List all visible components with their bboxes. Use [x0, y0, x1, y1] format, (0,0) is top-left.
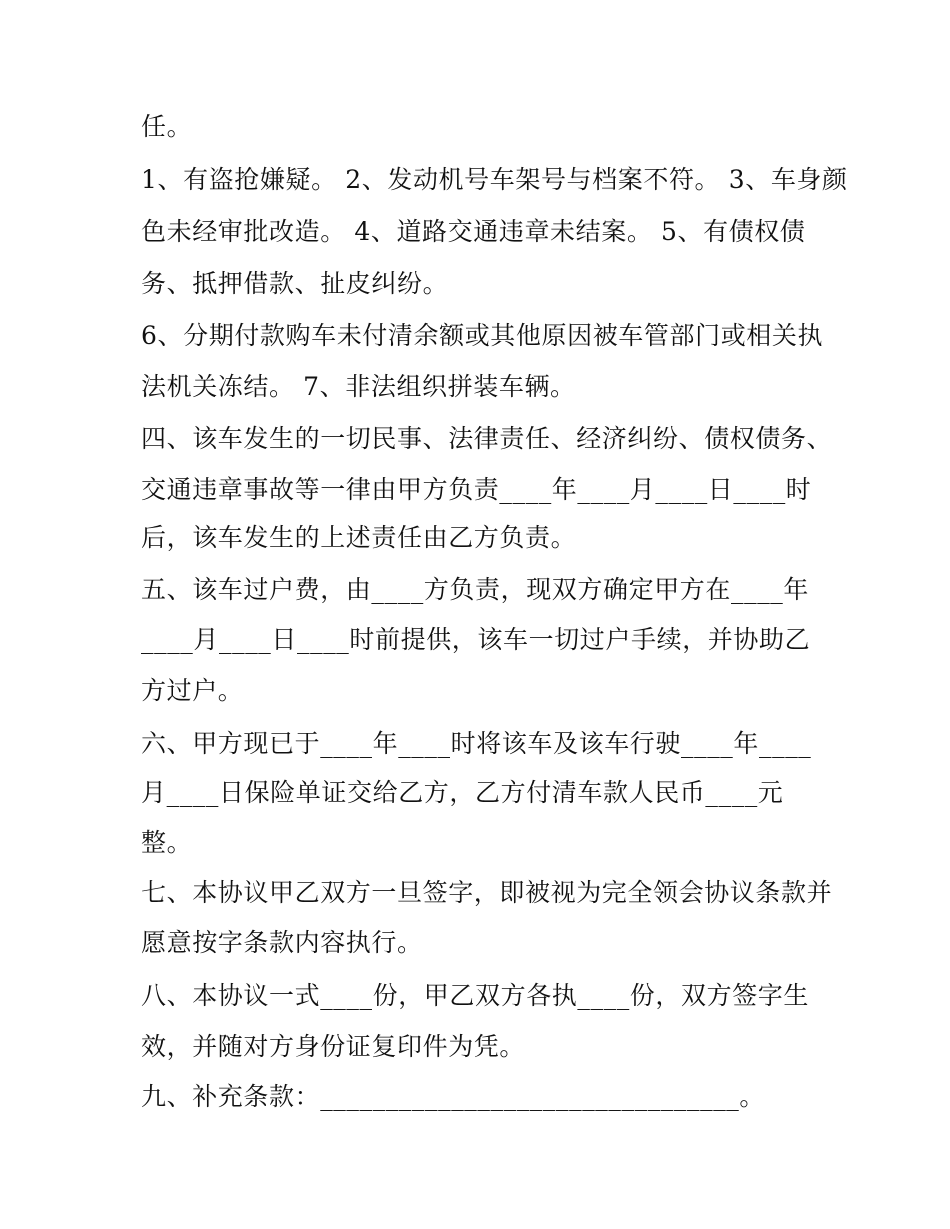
text-line: 色未经审批改造。 4、道路交通违章未结案。 5、有债权债 — [141, 217, 806, 246]
text-line: 方过户。 — [141, 676, 244, 705]
text-line: 6、分期付款购车未付清余额或其他原因被车管部门或相关执 — [141, 321, 824, 350]
text-line: 任。 — [141, 112, 193, 141]
text-line: 月____日保险单证交给乙方，乙方付清车款人民币____元 — [141, 778, 784, 807]
text-line: 九、补充条款：________________________________。 — [141, 1082, 766, 1111]
text-line: 整。 — [141, 828, 193, 857]
text-line: ____月____日____时前提供，该车一切过户手续，并协助乙 — [141, 625, 811, 654]
text-line: 交通违章事故等一律由甲方负责____年____月____日____时 — [141, 475, 812, 504]
text-line: 四、该车发生的一切民事、法律责任、经济纠纷、债权债务、 — [141, 424, 833, 453]
text-line: 1、有盗抢嫌疑。 2、发动机号车架号与档案不符。 3、车身颜 — [141, 165, 848, 194]
text-line: 六、甲方现已于____年____时将该车及该车行驶____年____ — [141, 729, 812, 758]
text-line: 八、本协议一式____份，甲乙双方各执____份，双方签字生 — [141, 981, 810, 1010]
text-line: 愿意按字条款内容执行。 — [141, 928, 423, 957]
text-line: 七、本协议甲乙双方一旦签字，即被视为完全领会协议条款并 — [141, 878, 833, 907]
text-line: 效，并随对方身份证复印件为凭。 — [141, 1032, 526, 1061]
text-line: 五、该车过户费，由____方负责，现双方确定甲方在____年 — [141, 575, 810, 604]
text-line: 务、抵押借款、扯皮纠纷。 — [141, 269, 449, 298]
text-line: 法机关冻结。 7、非法组织拼装车辆。 — [141, 372, 576, 401]
text-line: 后，该车发生的上述责任由乙方负责。 — [141, 523, 577, 552]
